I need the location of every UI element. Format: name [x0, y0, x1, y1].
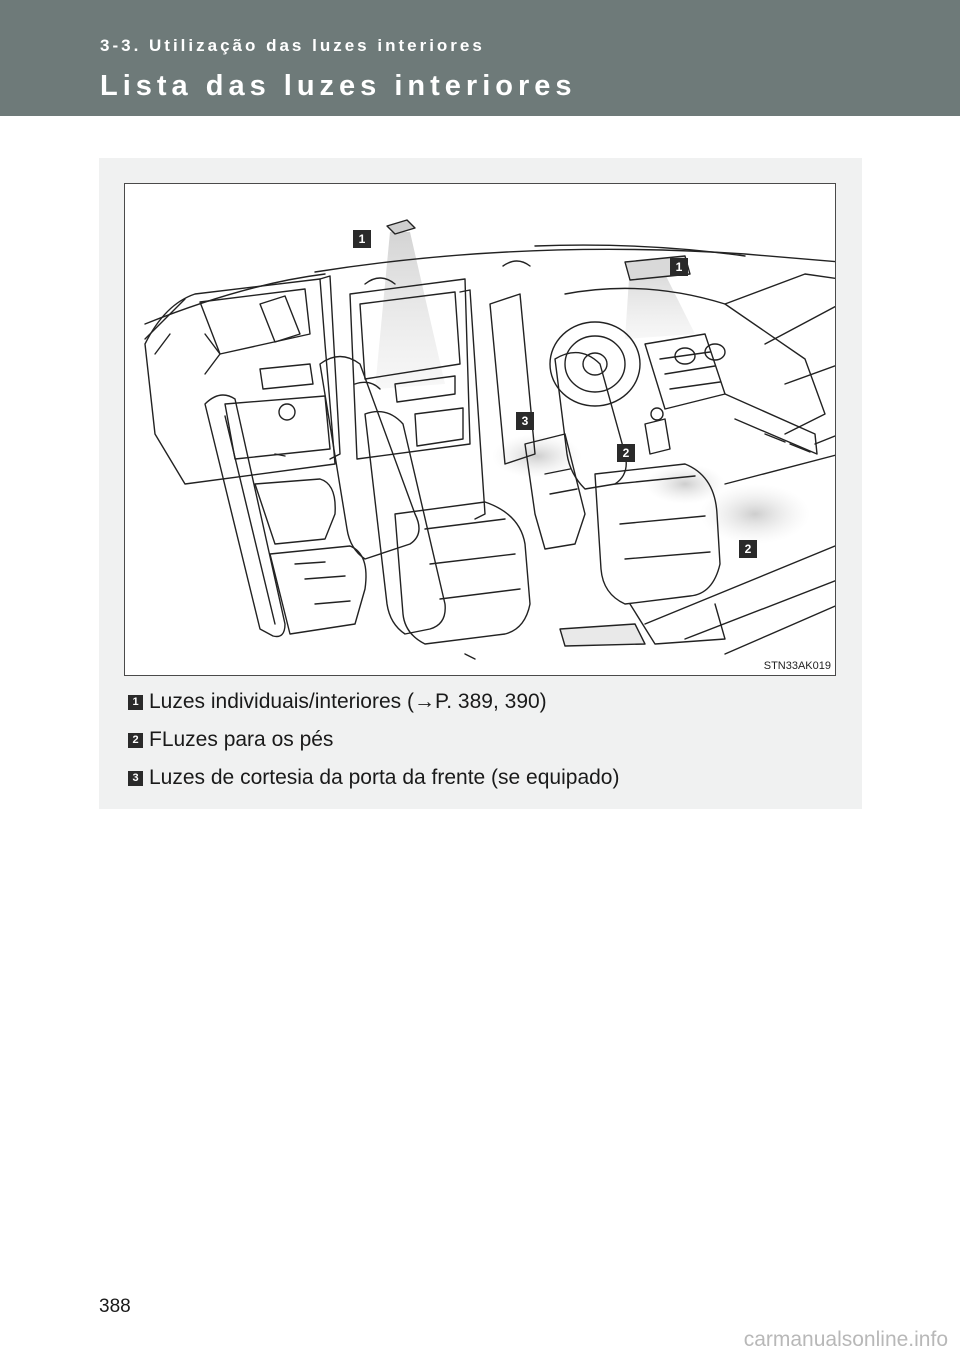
legend-text: FLuzes para os pés	[149, 728, 334, 751]
car-interior-drawing	[125, 184, 836, 676]
legend-text: Luzes de cortesia da porta da frente (se equipado)	[149, 766, 620, 789]
page-title: Lista das luzes interiores	[100, 70, 577, 102]
legend-item	[128, 683, 848, 721]
section-label: 3-3. Utilização das luzes interiores	[100, 36, 485, 55]
legend-number: 1	[128, 695, 143, 710]
callout-1-overhead: 1	[670, 258, 688, 276]
legend-list	[128, 683, 848, 797]
callout-2-center: 2	[617, 444, 635, 462]
car-interior-illustration	[124, 183, 836, 676]
page-number: 388	[99, 1296, 131, 1317]
legend-number: 2	[128, 733, 143, 748]
callout-2-footwell: 2	[739, 540, 757, 558]
watermark: carmanualsonline.info	[743, 1328, 948, 1351]
legend-number: 3	[128, 771, 143, 786]
legend-item	[128, 721, 848, 759]
callout-1-dome: 1	[353, 230, 371, 248]
callout-3-door: 3	[516, 412, 534, 430]
legend-text: Luzes individuais/interiores (→P. 389, 390)	[149, 690, 547, 713]
legend-item	[128, 759, 848, 797]
page-header	[0, 0, 960, 116]
figure-code: STN33AK019	[763, 660, 831, 672]
